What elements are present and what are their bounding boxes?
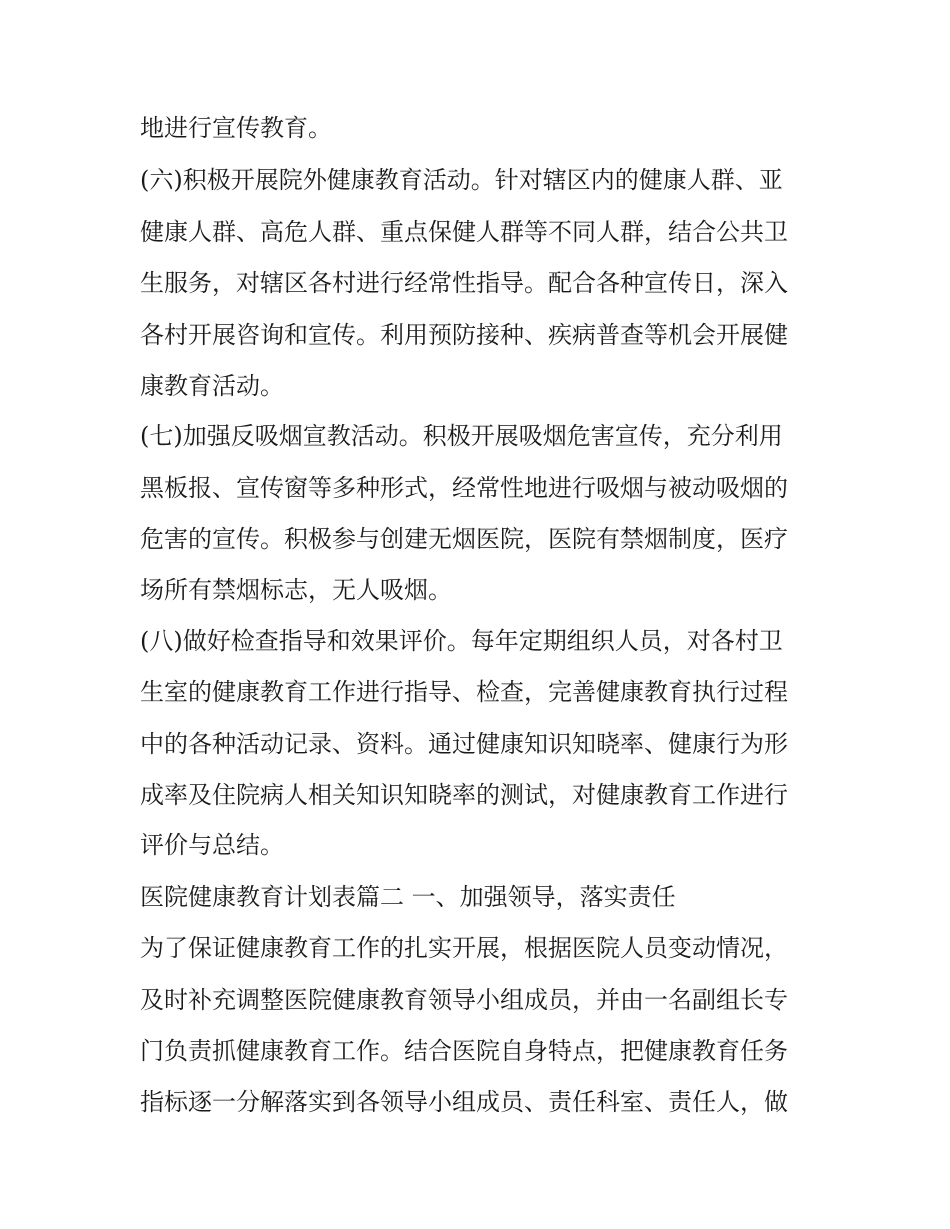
text-line-13: 中的各种活动记录、资料。通过健康知识知晓率、健康行为形 bbox=[140, 730, 788, 758]
text-line-19: 门负责抓健康教育工作。结合医院自身特点，把健康教育任务 bbox=[140, 1037, 788, 1065]
text-line-8: 黑板报、宣传窗等多种形式，经常性地进行吸烟与被动吸烟的 bbox=[140, 474, 788, 502]
text-line-17: 为了保证健康教育工作的扎实开展，根据医院人员变动情况， bbox=[140, 934, 788, 962]
text-line-7: (七)加强反吸烟宣教活动。积极开展吸烟危害宣传，充分利用 bbox=[140, 422, 783, 450]
text-line-20: 指标逐一分解落实到各领导小组成员、责任科室、责任人，做 bbox=[140, 1088, 788, 1116]
text-line-14: 成率及住院病人相关知识知晓率的测试，对健康教育工作进行 bbox=[140, 781, 788, 809]
text-line-1: 地进行宣传教育。 bbox=[140, 114, 332, 142]
text-line-3: 健康人群、高危人群、重点保健人群等不同人群，结合公共卫 bbox=[140, 218, 788, 246]
text-line-2: (六)积极开展院外健康教育活动。针对辖区内的健康人群、亚 bbox=[140, 166, 783, 194]
text-line-18: 及时补充调整医院健康教育领导小组成员，并由一名副组长专 bbox=[140, 986, 788, 1014]
text-line-12: 生室的健康教育工作进行指导、检查，完善健康教育执行过程 bbox=[140, 678, 788, 706]
text-line-10: 场所有禁烟标志，无人吸烟。 bbox=[140, 576, 452, 604]
text-line-6: 康教育活动。 bbox=[140, 372, 284, 400]
text-line-16: 医院健康教育计划表篇二 一、加强领导，落实责任 bbox=[140, 883, 676, 911]
text-line-15: 评价与总结。 bbox=[140, 831, 284, 859]
text-line-4: 生服务，对辖区各村进行经常性指导。配合各种宣传日，深入 bbox=[140, 269, 788, 297]
text-line-9: 危害的宣传。积极参与创建无烟医院，医院有禁烟制度，医疗 bbox=[140, 525, 788, 553]
text-line-5: 各村开展咨询和宣传。利用预防接种、疾病普查等机会开展健 bbox=[140, 321, 788, 349]
text-line-11: (八)做好检查指导和效果评价。每年定期组织人员，对各村卫 bbox=[140, 627, 783, 655]
